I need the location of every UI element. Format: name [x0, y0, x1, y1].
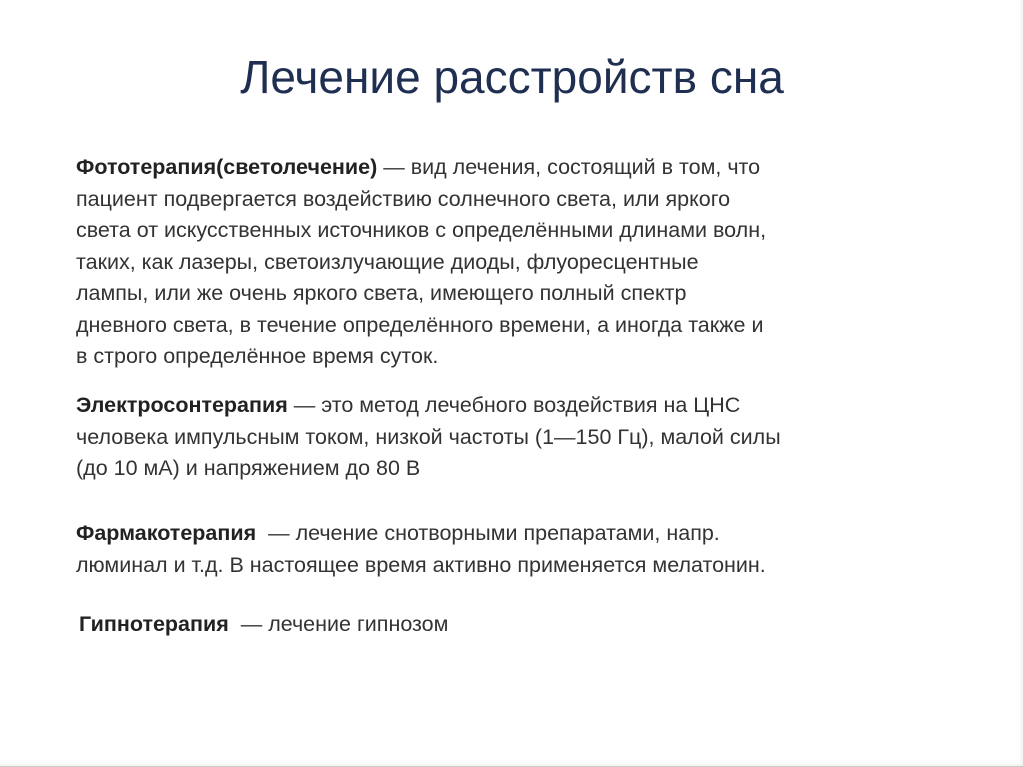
paragraph-line: лечение снотворными препаратами, напр.	[295, 521, 720, 545]
paragraph-line: это метод лечебного воздействия на ЦНС	[321, 393, 741, 417]
paragraph-electrosleep	[76, 390, 936, 485]
paragraph-hypnotherapy	[79, 609, 939, 641]
paragraph-line: лампы, или же очень яркого света, имеющего полный спектр	[76, 281, 687, 305]
paragraph-phototherapy	[76, 152, 926, 373]
term-hypnotherapy: Гипнотерапия	[79, 612, 229, 636]
paragraph-line: лечение гипнозом	[268, 612, 449, 636]
paragraph-line: пациент подвергается воздействию солнечного света, или яркого	[76, 186, 731, 211]
paragraph-line: в строго определённое время суток.	[76, 344, 439, 368]
paragraph-line: человека импульсным током, низкой частоты (1—150 Гц), малой силы	[76, 424, 781, 449]
separator: —	[287, 393, 322, 417]
separator: —	[228, 612, 269, 636]
term-pharmacotherapy: Фармакотерапия	[76, 521, 257, 545]
paragraph-line: (до 10 мА) и напряжением до 80 В	[76, 456, 421, 480]
slide-title: Лечение расстройств сна	[240, 51, 784, 103]
paragraph-line: таких, как лазеры, светоизлучающие диоды, флуоресцентные	[76, 249, 699, 274]
term-phototherapy: Фототерапия(светолечение)	[76, 155, 378, 179]
separator: —	[256, 521, 296, 545]
paragraph-pharmacotherapy	[76, 518, 936, 581]
separator: —	[377, 155, 411, 179]
paragraph-line: люминал и т.д. В настоящее время активно применяется мелатонин.	[76, 552, 766, 577]
paragraph-line: света от искусственных источников с определёнными длинами волн,	[76, 218, 767, 242]
paragraph-line: дневного света, в течение определённого времени, а иногда также и	[76, 312, 764, 337]
term-electrosleep: Электросонтерапия	[76, 393, 288, 417]
paragraph-line: вид лечения, состоящий в том, что	[410, 155, 761, 179]
